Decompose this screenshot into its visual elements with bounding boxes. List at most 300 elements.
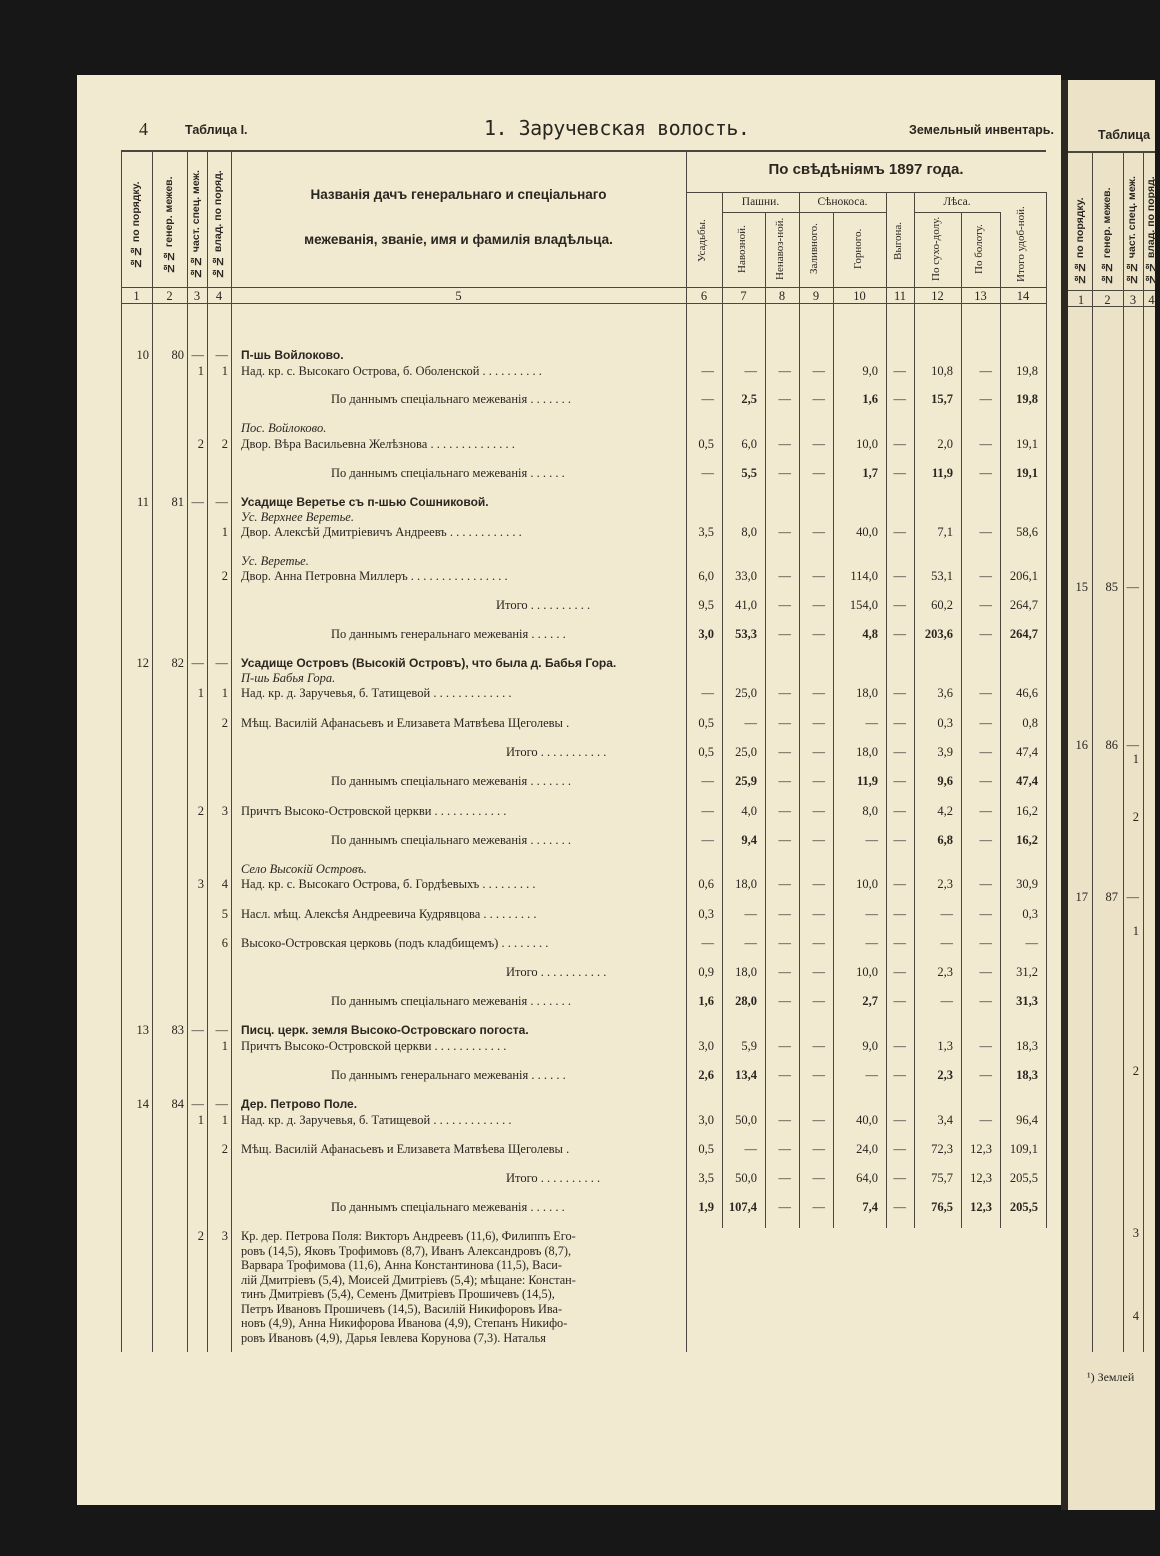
value-cell: — [979,1039,992,1053]
value-cell: 2,5 [741,392,757,406]
value-cell: 1,9 [698,1200,714,1214]
next-special-number: — [1126,580,1139,594]
column-header-2: №№ генер. межев. [162,176,175,274]
value-cell: 154,0 [849,598,878,612]
value-cell: — [778,466,791,480]
paragraph-line: Варвара Трофимова (11,6), Анна Константинова (11,5), Васи- [241,1258,562,1272]
value-cell: — [812,525,825,539]
row-label: Насл. мѣщ. Алексѣя Андреевича Кудрявцова . . . . . . . . . [241,907,537,921]
value-cell: — [979,627,992,641]
value-cell: — [893,804,906,818]
owner-number: 2 [221,1142,228,1156]
value-cell: — [979,525,992,539]
value-cell: 12,3 [970,1200,992,1214]
row-label: По даннымъ спеціальнаго межеванія . . . . . . . [331,994,571,1008]
paragraph-line: тинъ Дмитріевъ (5,4), Семенъ Дмитріевъ Прошичевъ (14,5), [241,1287,555,1301]
value-cell: — [979,437,992,451]
value-cell: — [979,907,992,921]
value-cell: 12,3 [970,1171,992,1185]
value-cell: — [940,936,953,950]
row-label: Над. кр. д. Заручевья, б. Татищевой . . . . . . . . . . . . . [241,686,512,700]
value-cell: 0,8 [1022,716,1038,730]
value-cell: — [812,569,825,583]
value-cell: — [744,364,757,378]
value-cell: — [893,1113,906,1127]
page-gutter [1061,80,1068,1510]
owner-number: 5 [221,907,228,921]
value-cell: — [940,994,953,1008]
special-survey-number: — [191,495,204,509]
column-number: 13 [974,289,987,303]
next-column-number: 1 [1077,293,1085,307]
value-cell: — [893,569,906,583]
value-cell: — [893,1200,906,1214]
special-survey-number: 2 [197,804,204,818]
value-cell: 28,0 [735,994,757,1008]
value-cell: 8,0 [862,804,878,818]
column-number: 9 [812,289,820,303]
row-label: По даннымъ спеціальнаго межеванія . . . . . . [331,1200,565,1214]
senokosa-header: Сѣнокоса. [817,196,868,208]
column-header-3: №№ част. спец. меж. [190,170,202,280]
value-cell: 0,5 [698,716,714,730]
value-cell: — [701,774,714,788]
value-cell: — [778,1200,791,1214]
value-cell: 0,3 [698,907,714,921]
owner-number: 4 [221,877,228,891]
row-label: По даннымъ спеціальнаго межеванія . . . . . . . [331,833,571,847]
owner-number: 2 [221,716,228,730]
value-cell: — [893,1171,906,1185]
value-cell: — [865,833,878,847]
value-cell: — [778,833,791,847]
subcolumn-header-10: Горного. [851,228,864,270]
owner-number: 1 [221,686,228,700]
value-cell: 1,6 [698,994,714,1008]
table-top-rule [121,150,1046,152]
value-cell: 2,3 [937,1068,953,1082]
value-cell: — [701,936,714,950]
row-label: Причтъ Высоко-Островской церкви . . . . . . . . . . . . [241,804,507,818]
value-cell: 18,0 [735,877,757,891]
value-cell: — [778,907,791,921]
value-cell: 264,7 [1009,598,1038,612]
subcolumn-header-11: Выгона. [892,222,904,260]
value-cell: 19,8 [1016,364,1038,378]
next-header-rule [1068,290,1155,291]
next-column-number: 3 [1129,293,1137,307]
next-owner-number: 1 [1132,924,1139,938]
value-cell: — [812,466,825,480]
value-cell: 47,4 [1016,745,1038,759]
paragraph-line: Кр. дер. Петрова Поля: Викторъ Андреевъ (11,6), Филиппъ Его- [241,1229,576,1243]
value-cell: 0,5 [698,437,714,451]
value-cell: 3,5 [698,1171,714,1185]
row-label: Мѣщ. Василій Афанасьевъ и Елизавета Матвѣева Щеголевы . [241,716,570,730]
next-row-number: 17 [1075,890,1088,904]
value-cell: — [893,686,906,700]
value-cell: 76,5 [931,1200,953,1214]
value-cell: — [893,437,906,451]
value-cell: 6,0 [741,437,757,451]
value-cell: — [979,965,992,979]
value-cell: — [893,994,906,1008]
value-cell: — [701,392,714,406]
value-cell: 0,3 [937,716,953,730]
row-label: Над. кр. с. Высокаго Острова, б. Оболенской . . . . . . . . . . [241,364,542,378]
value-cell: — [778,1142,791,1156]
value-cell: 18,0 [735,965,757,979]
next-column-header: №№ по порядку. [1074,197,1086,285]
value-cell: 0,9 [698,965,714,979]
value-cell: 18,0 [856,745,878,759]
value-cell: — [778,525,791,539]
value-cell: 114,0 [850,569,878,583]
document-page [77,75,1061,1505]
value-cell: 53,3 [735,627,757,641]
row-label: Усадище Островъ (Высокій Островъ), что была д. Бабья Гора. [241,656,617,670]
lesa-header: Лѣса. [943,196,971,208]
next-special-number: — [1126,890,1139,904]
value-cell: — [893,364,906,378]
value-cell: — [979,774,992,788]
row-label: Дер. Петрово Поле. [241,1097,358,1111]
value-cell: — [701,364,714,378]
value-cell: 2,7 [862,994,878,1008]
next-column-header: №№ част. спец. меж. [1126,176,1138,285]
value-cell: — [812,1142,825,1156]
table-label: Таблица I. [185,123,248,137]
value-cell: — [865,907,878,921]
next-row-number: 15 [1075,580,1088,594]
value-cell: 10,0 [856,437,878,451]
name-header-line1: Названія дачъ генеральнаго и спеціальнаго [310,187,607,202]
general-survey-number: 84 [171,1097,184,1111]
row-label: Ус. Верхнее Веретье. [241,510,354,524]
value-cell: — [893,598,906,612]
value-cell: 64,0 [856,1171,878,1185]
value-cell: — [778,1171,791,1185]
column-rule [1046,192,1047,1228]
owner-number: — [215,1097,228,1111]
group-rule [686,192,1046,193]
row-label: Над. кр. с. Высокаго Острова, б. Гордѣевыхъ . . . . . . . . . [241,877,536,891]
paragraph-line: ровъ (14,5), Яковъ Трофимовъ (8,7), Иванъ Александровъ (8,7), [241,1243,572,1258]
next-column-number: 2 [1104,293,1111,307]
value-cell: 9,4 [741,833,757,847]
column-number: 3 [193,289,201,303]
next-owner-number: 4 [1132,1309,1139,1323]
special-survey-number: 1 [197,1113,204,1127]
value-cell: — [812,686,825,700]
value-cell: 19,8 [1016,392,1038,406]
value-cell: 10,0 [856,877,878,891]
paragraph-line: новъ (4,9), Анна Никифорова Иванова (4,9), Степанъ Никифо- [241,1316,568,1330]
column-number: 12 [931,289,944,303]
value-cell: — [893,627,906,641]
column-number: 14 [1016,289,1030,303]
row-label: Над. кр. д. Заручевья, б. Татищевой . . . . . . . . . . . . . [241,1113,512,1127]
value-cell: 75,7 [931,1171,953,1185]
special-survey-number: 1 [197,686,204,700]
value-cell: 203,6 [924,627,953,641]
value-cell: 58,6 [1016,525,1038,539]
value-cell: 11,9 [931,466,953,480]
next-special-number: — [1126,738,1139,752]
paragraph-line: лій Дмитріевъ (5,4), Моисей Дмитріевъ (5,4); мѣщане: Констан- [241,1272,576,1287]
value-cell: 3,0 [698,1113,714,1127]
value-cell: — [893,833,906,847]
group-header: По свѣдѣніямъ 1897 года. [768,161,964,178]
special-survey-number: — [191,656,204,670]
value-cell: 2,0 [937,437,953,451]
value-cell: 50,0 [735,1113,757,1127]
value-cell: — [893,1068,906,1082]
subcolumn-header-13: По болоту. [972,224,985,274]
value-cell: — [744,907,757,921]
value-cell: — [979,392,992,406]
value-cell: — [812,437,825,451]
value-cell: — [893,716,906,730]
owner-number: 3 [221,1229,228,1243]
general-survey-number: 82 [171,656,184,670]
value-cell: — [778,364,791,378]
value-cell: — [744,936,757,950]
value-cell: 96,4 [1016,1113,1038,1127]
column-number: 11 [893,289,907,303]
next-column-header: №№ генер. межев. [1100,187,1113,285]
value-cell: — [979,936,992,950]
value-cell: — [893,525,906,539]
value-cell: 1,7 [862,466,878,480]
row-label: По даннымъ спеціальнаго межеванія . . . . . . [331,466,565,480]
value-cell: 206,1 [1009,569,1038,583]
senokosa-rule [799,212,886,213]
value-cell: 25,9 [735,774,757,788]
value-cell: — [865,936,878,950]
value-cell: 13,4 [735,1068,757,1082]
row-number: 11 [136,495,149,509]
column-number: 6 [700,289,708,303]
value-cell: 0,3 [1022,907,1038,921]
next-column-header: №№ влад. по поряд. [1144,176,1157,285]
value-cell: 5,9 [741,1039,757,1053]
subcolumn-header-7: Навозной. [735,225,748,273]
value-cell: 31,2 [1016,965,1038,979]
next-page-fragment [1068,80,1155,1510]
value-cell: 30,9 [1016,877,1038,891]
value-cell: — [979,466,992,480]
row-label: П-шь Войлоково. [241,348,344,362]
value-cell: — [893,774,906,788]
value-cell: 50,0 [735,1171,757,1185]
owner-number: — [215,1023,228,1037]
value-cell: — [778,392,791,406]
value-cell: 18,3 [1016,1068,1038,1082]
value-cell: 46,6 [1016,686,1038,700]
row-number: 13 [136,1023,149,1037]
value-cell: — [979,1113,992,1127]
subcolumn-header-6: Усадьбы. [696,219,708,263]
value-cell: — [979,994,992,1008]
value-cell: 9,0 [862,364,878,378]
value-cell: 7,1 [937,525,953,539]
value-cell: — [812,1068,825,1082]
value-cell: 41,0 [735,598,757,612]
value-cell: — [778,1113,791,1127]
value-cell: — [701,466,714,480]
value-cell: — [744,716,757,730]
value-cell: 47,4 [1016,774,1038,788]
value-cell: 16,2 [1016,833,1038,847]
owner-number: 3 [221,804,228,818]
value-cell: — [865,716,878,730]
value-cell: — [979,686,992,700]
pashni-rule [722,212,799,213]
row-label: П-шь Бабья Гора. [241,671,336,685]
value-cell: — [778,994,791,1008]
row-label: Пос. Войлоково. [241,421,327,435]
value-cell: — [979,877,992,891]
row-label: Усадище Веретье съ п-шью Сошниковой. [241,495,489,509]
row-label: Причтъ Высоко-Островской церкви . . . . . . . . . . . . [241,1039,507,1053]
row-label: Итого . . . . . . . . . . [496,598,591,612]
row-number: 12 [136,656,149,670]
value-cell: 264,7 [1009,627,1038,641]
value-cell: 3,4 [937,1113,953,1127]
value-cell: 3,6 [937,686,953,700]
header-bottom-rule [121,287,1046,288]
value-cell: — [979,716,992,730]
value-cell: — [1025,936,1038,950]
row-label: Мѣщ. Василій Афанасьевъ и Елизавета Матвѣева Щеголевы . [241,1142,570,1156]
next-owner-number: 3 [1132,1226,1139,1240]
row-label: Итого . . . . . . . . . . . [506,965,607,979]
column-header-1: №№ по порядку. [129,181,142,269]
value-cell: — [979,745,992,759]
value-cell: 10,0 [856,965,878,979]
value-cell: 25,0 [735,745,757,759]
value-cell: — [812,745,825,759]
value-cell: — [778,716,791,730]
value-cell: 18,3 [1016,1039,1038,1053]
value-cell: — [812,716,825,730]
value-cell: 10,8 [931,364,953,378]
value-cell: — [812,936,825,950]
value-cell: — [979,598,992,612]
owner-number: 6 [221,936,228,950]
lesa-rule [914,212,1000,213]
value-cell: — [812,774,825,788]
owner-number: 2 [221,569,228,583]
value-cell: — [979,804,992,818]
value-cell: 107,4 [728,1200,757,1214]
value-cell: 33,0 [735,569,757,583]
column-header-4: №№ влад. по поряд. [212,170,224,280]
column-number: 2 [166,289,173,303]
owner-number: 1 [221,1039,228,1053]
value-cell: 3,0 [698,1039,714,1053]
value-cell: 205,5 [1009,1200,1038,1214]
value-cell: — [744,1142,757,1156]
column-number: 1 [133,289,140,303]
value-cell: — [812,877,825,891]
value-cell: — [893,936,906,950]
value-cell: 4,8 [862,627,878,641]
section-label: Земельный инвентарь. [909,123,1054,137]
row-label: Итого . . . . . . . . . . . [506,745,607,759]
row-label: Ус. Веретье. [241,554,309,568]
row-label: Двор. Анна Петровна Миллеръ . . . . . . . . . . . . . . . . [241,569,508,583]
value-cell: — [979,569,992,583]
next-top-rule [1068,151,1155,153]
value-cell: — [812,1200,825,1214]
value-cell: 5,5 [741,466,757,480]
special-survey-number: — [191,1023,204,1037]
column-rule [207,150,208,1352]
value-cell: 11,9 [856,774,878,788]
column-rule [121,150,122,1352]
next-row-number: 16 [1075,738,1088,752]
value-cell: 40,0 [856,525,878,539]
value-cell: 31,3 [1016,994,1038,1008]
value-cell: 16,2 [1016,804,1038,818]
next-general-number: 85 [1105,580,1118,594]
column-number: 4 [215,289,223,303]
value-cell: — [865,1068,878,1082]
value-cell: — [778,774,791,788]
value-cell: — [701,804,714,818]
special-survey-number: 1 [197,364,204,378]
value-cell: 205,5 [1009,1171,1038,1185]
value-cell: 6,8 [937,833,953,847]
value-cell: 7,4 [862,1200,878,1214]
value-cell: — [812,994,825,1008]
value-cell: 4,2 [937,804,953,818]
value-cell: 19,1 [1016,466,1038,480]
page-number: 4 [139,119,148,139]
value-cell: — [812,627,825,641]
owner-number: 2 [221,437,228,451]
next-footnote: ¹) Землей [1087,1370,1135,1384]
value-cell: — [812,1171,825,1185]
value-cell: 2,3 [937,965,953,979]
value-cell: — [778,627,791,641]
value-cell: 12,3 [970,1142,992,1156]
subcolumn-header-14: Итого удоб-ной. [1015,206,1027,282]
owner-number: — [215,348,228,362]
value-cell: — [778,569,791,583]
value-cell: 72,3 [931,1142,953,1156]
value-cell: 2,3 [937,877,953,891]
special-survey-number: 2 [197,1229,204,1243]
row-label: Итого . . . . . . . . . . [506,1171,601,1185]
value-cell: 15,7 [931,392,953,406]
subcolumn-header-12: По сухо-долу. [929,216,942,282]
value-cell: 3,0 [698,627,714,641]
row-label: Двор. Алексѣй Дмитріевичъ Андреевъ . . . . . . . . . . . . [241,525,522,539]
value-cell: 25,0 [735,686,757,700]
paragraph-line: ровъ Ивановъ (4,9), Дарья Іевлева Корунова (7,3). Наталья [241,1330,546,1345]
subcolumn-header-8: Ненавоз-ной. [774,217,786,281]
value-cell: 9,5 [698,598,714,612]
next-owner-number: 2 [1132,810,1139,824]
value-cell: — [778,804,791,818]
value-cell: — [778,965,791,979]
special-survey-number: 2 [197,437,204,451]
column-number: 10 [853,289,866,303]
general-survey-number: 83 [171,1023,184,1037]
